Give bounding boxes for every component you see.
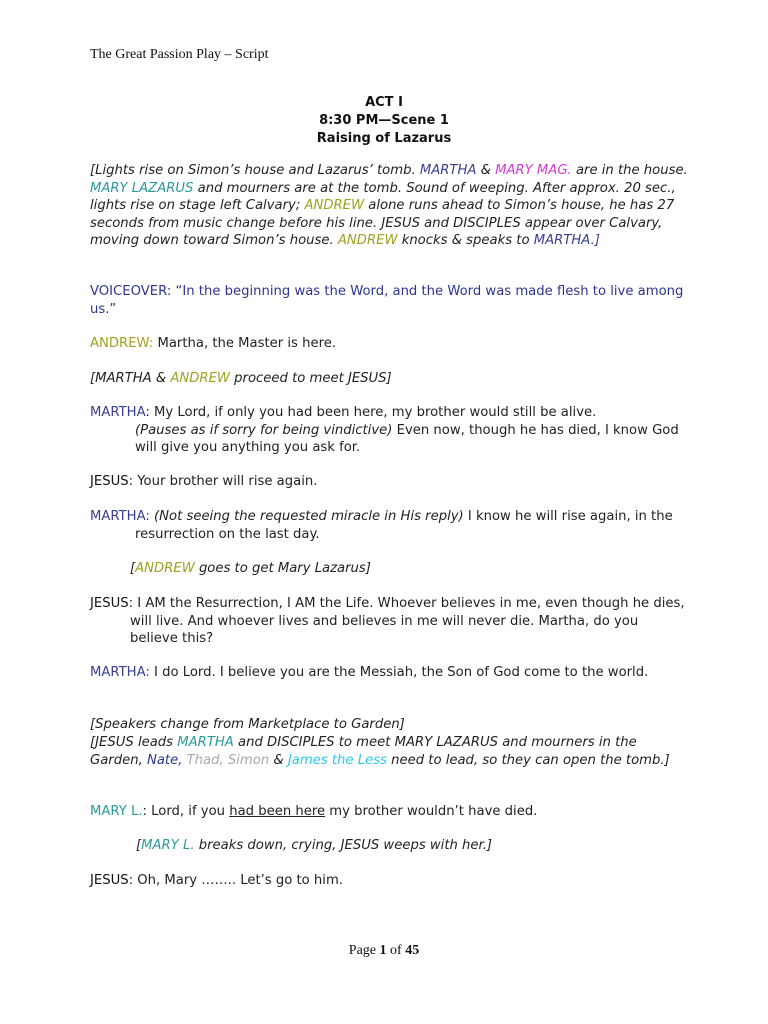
stage-text: and DISCIPLES to meet MARY LAZARUS and mourners in the Garden, [90, 735, 637, 768]
stage-text: & [480, 163, 491, 178]
speaker-martha: MARTHA [90, 405, 146, 420]
dialogue-text: : Your brother will rise again. [128, 474, 318, 489]
character-martha: MARTHA [177, 735, 234, 750]
character-thad: Thad, [186, 752, 224, 768]
voiceover-line [90, 283, 690, 318]
jesus-line-1 [90, 473, 690, 491]
page-footer [0, 943, 768, 959]
act-title: ACT I [365, 95, 403, 110]
character-simon: Simon [227, 752, 270, 768]
dialogue-text: I know he will rise again, in the resurrection on the last day. [135, 509, 673, 542]
stage-text: [ [136, 838, 142, 853]
speaker-martha: MARTHA: [90, 509, 150, 524]
scene-time: 8:30 PM—Scene 1 [319, 113, 449, 128]
stage-text: need to lead, so they can open the tomb.] [391, 752, 670, 768]
stage-text: proceed to meet JESUS] [234, 371, 392, 386]
character-andrew: ANDREW [337, 233, 398, 248]
stage-direction-garden [90, 734, 690, 769]
scene-title: Raising of Lazarus [316, 131, 452, 146]
stage-direction-opening [90, 162, 690, 250]
stage-text: alone runs ahead to Simon’s house, he has 27 seconds from music change before his line. JESUS and DISCIPLES appear over Calvary, moving down toward Simon’s house. [90, 198, 675, 248]
speaker-andrew: ANDREW: [90, 336, 154, 351]
martha-line-2 [90, 508, 690, 543]
stage-direction-inline: (Pauses as if sorry for being vindictive) [135, 422, 393, 438]
character-mary-lazarus: MARY LAZARUS [90, 180, 194, 196]
page-label: Page [348, 943, 377, 958]
character-martha: MARTHA.] [533, 233, 600, 248]
stage-direction-andrew [130, 560, 730, 578]
stage-text: [ [130, 561, 136, 576]
stage-text: & [273, 752, 284, 768]
speaker-jesus: JESUS [90, 474, 129, 489]
stage-direction-weeps [136, 837, 736, 855]
dialogue-text: : Oh, Mary …….. Let’s go to him. [128, 873, 343, 888]
stage-text: goes to get Mary Lazarus] [198, 561, 371, 576]
stage-text: knocks & speaks to [401, 233, 530, 248]
speaker-jesus: JESUS [90, 873, 129, 888]
speaker-mary-l: MARY L. [90, 804, 143, 819]
dialogue-text: : I AM the Resurrection, I AM the Life. Whoever believes in me, even though he dies, will live. And whoever lives and believes in me will never die. Martha, do you believe this? [128, 596, 685, 646]
character-andrew: ANDREW [304, 198, 365, 213]
character-martha: MARTHA [419, 163, 477, 178]
stage-text: [JESUS leads [90, 735, 174, 750]
jesus-line-2 [90, 595, 690, 648]
character-mary-mag: MARY MAG. [495, 163, 572, 178]
of-label: of [390, 943, 402, 958]
dialogue-emphasis: had been here [229, 804, 326, 819]
stage-direction-proceed [90, 370, 690, 388]
running-header: The Great Passion Play – Script [90, 47, 269, 62]
stage-direction-inline: (Not seeing the requested miracle in His reply) [154, 509, 464, 524]
stage-text: [MARTHA & [90, 371, 167, 386]
stage-text: breaks down, crying, JESUS weeps with her.] [198, 838, 493, 853]
page-total: 45 [405, 943, 420, 958]
dialogue-text: : My Lord, if only you had been here, my brother would still be alive. [145, 405, 597, 420]
stage-direction-speakers: [Speakers change from Marketplace to Garden] [90, 717, 405, 732]
stage-text: are in the house. [575, 163, 688, 178]
speaker-martha: MARTHA: [90, 665, 150, 680]
page-number: 1 [379, 943, 387, 958]
speaker-jesus: JESUS [90, 596, 129, 611]
dialogue-text: my brother wouldn’t have died. [329, 804, 538, 819]
character-james-the-less: James the Less [287, 752, 387, 768]
jesus-line-3 [90, 872, 690, 890]
dialogue-text: I do Lord. I believe you are the Messiah, the Son of God come to the world. [154, 665, 649, 680]
martha-line-1 [90, 404, 690, 457]
dialogue-text: “In the beginning was the Word, and the Word was made flesh to live among us.” [90, 284, 684, 317]
character-nate: Nate, [146, 752, 183, 768]
andrew-line [90, 335, 690, 353]
dialogue-text: : Lord, if you [142, 804, 226, 819]
dialogue-text: Martha, the Master is here. [157, 336, 337, 351]
dialogue-text: Even now, though he has died, I know God will give you anything you ask for. [135, 422, 679, 455]
character-mary-l: MARY L. [141, 838, 195, 853]
character-andrew: ANDREW [135, 561, 195, 576]
speaker-voiceover: VOICEOVER: [90, 284, 172, 299]
martha-line-3 [90, 664, 690, 682]
stage-text: and mourners are at the tomb. Sound of weeping. After approx. 20 sec., lights rise on stage left Calvary; [90, 180, 676, 213]
character-andrew: ANDREW [170, 371, 230, 386]
stage-text: [Lights rise on Simon’s house and Lazarus’ tomb. [90, 163, 416, 178]
mary-l-line [90, 803, 690, 821]
